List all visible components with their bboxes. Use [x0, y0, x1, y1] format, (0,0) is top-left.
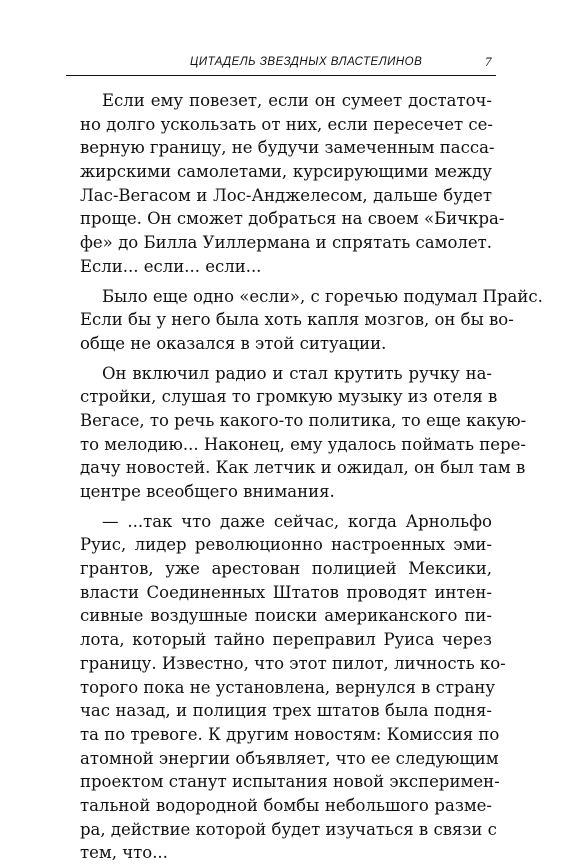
body-text [80, 89, 543, 865]
text-line: проектом станут испытания новой эксперимен- [80, 772, 500, 792]
text-line: фе» до Билла Уиллермана и спрятать самолет. [80, 233, 492, 253]
text-line: обще не оказался в этой ситуации. [80, 333, 387, 353]
text-line: Руис, лидер революционно настроенных эми- [80, 535, 492, 555]
text-line: ра, действие которой будет изучаться в связи с [80, 819, 497, 839]
text-line: дачу новостей. Как летчик и ожидал, он был там в [80, 458, 526, 478]
page-number: 7 [485, 54, 492, 69]
running-header [66, 54, 496, 76]
text-line: атомной энергии объявляет, что ее следующим [80, 748, 499, 768]
text-line: сивные воздушные поиски американского пи- [80, 606, 492, 626]
text-line: Если... если... если... [80, 256, 262, 276]
text-line: но долго ускользать от них, если пересечет се- [80, 114, 493, 134]
paragraph [80, 362, 527, 504]
text-line: Если бы у него была хоть капля мозгов, он бы во- [80, 310, 514, 330]
text-line: торого пока не установлена, вернулся в страну [80, 677, 496, 697]
text-line: то мелодию... Наконец, ему удалось поймать пере- [80, 434, 526, 454]
text-line: лота, который тайно переправил Руиса через [80, 630, 492, 650]
text-line: Если ему повезет, если он сумеет достаточ- [102, 91, 492, 110]
text-line: та по тревоге. К другим новостям: Комиссия по [80, 724, 500, 744]
text-line: Он включил радио и стал крутить ручку на- [102, 363, 492, 383]
text-line: тальной водородной бомбы небольшого разме- [80, 795, 492, 815]
text-line: Было еще одно «если», с горечью подумал Прайс. [102, 286, 543, 306]
header-rule [66, 75, 496, 76]
text-line: час назад, и полиция трех штатов была подня- [80, 701, 492, 721]
text-line: Лас-Вегасом и Лос-Анджелесом, дальше будет [80, 185, 492, 205]
text-line: верную границу, не будучи замеченным пасса- [80, 138, 495, 158]
text-line: центре всеобщего внимания. [80, 482, 335, 501]
text-line: Вегасе, то речь какого-то политика, то еще какую- [80, 410, 527, 430]
paragraph [80, 285, 543, 356]
running-head-title: ЦИТАДЕЛЬ ЗВЕЗДНЫХ ВЛАСТЕЛИНОВ [190, 56, 423, 68]
text-line: проще. Он сможет добраться на своем «Бичкра- [80, 209, 505, 229]
text-line: жирскими самолетами, курсирующими между [80, 162, 492, 182]
text-line: границу. Известно, что этот пилот, личность ко- [80, 653, 506, 673]
paragraph [80, 89, 505, 279]
text-line: стройки, слушая то громкую музыку из отеля в [80, 387, 498, 407]
text-line: тем, что... [80, 843, 168, 863]
text-line: власти Соединенных Штатов проводят интен- [80, 582, 492, 602]
paragraph [80, 510, 506, 865]
text-line: грантов, уже арестован полицией Мексики, [80, 559, 492, 579]
text-line: — ...так что даже сейчас, когда Арнольфо [102, 511, 492, 531]
